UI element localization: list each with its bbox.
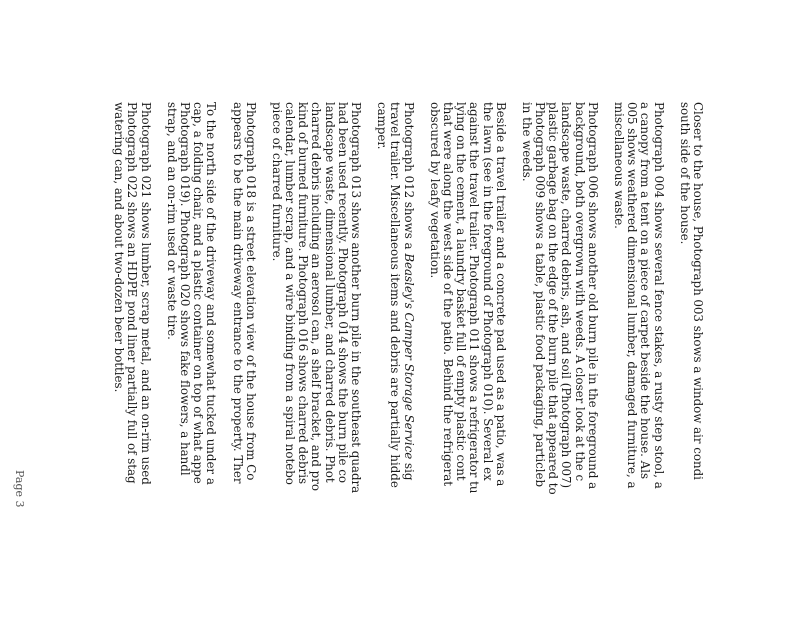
body-text — [99, 102, 704, 618]
line-text: Photograph 018 is a street elevation view of the house from Co — [243, 102, 258, 481]
text-line — [191, 102, 204, 618]
text-line — [467, 102, 480, 618]
line-text: piece of charred furniture. — [269, 102, 284, 262]
text-line — [638, 102, 651, 618]
text-line — [480, 102, 493, 618]
text-line — [678, 102, 691, 618]
paragraph — [428, 102, 507, 618]
line-text: To the north side of the driveway and somewhat tucked under a — [204, 102, 219, 485]
text-line — [375, 102, 388, 618]
line-text: kind of burned furniture. Photograph 016 shows charred debris — [296, 102, 311, 485]
text-line — [204, 102, 217, 618]
line-text: cap, a folding chair, and a plastic container on top of what appe — [191, 102, 206, 484]
paragraph — [230, 102, 256, 618]
text-line — [586, 102, 599, 618]
line-text: strap, and an on-rim used or waste tire. — [164, 102, 179, 340]
paragraph — [112, 102, 152, 618]
line-text: 005 shows weathered dimensional lumber, damaged furniture, a — [625, 102, 640, 489]
text-line — [533, 102, 546, 618]
line-text: Photograph 006 shows another old burn pile in the foreground a — [585, 102, 600, 490]
line-text: Closer to the house, Photograph 003 shows a window air condi — [691, 102, 705, 480]
line-text: appears to be the main driveway entrance to the property. Ther — [230, 102, 245, 484]
line-text: lying on the cement, a laundry basket full of empty plastic cont — [454, 102, 469, 481]
line-text: had been used recently. Photograph 014 shows the burn pile co — [335, 102, 350, 483]
text-line — [441, 102, 454, 618]
line-text: south side of the house. — [677, 102, 692, 245]
text-line — [520, 102, 533, 618]
line-text: Beside a travel trailer and a concrete pad used as a patio, was a — [493, 102, 508, 487]
line-text: calendar, lumber scrap, and a wire binding from a spiral notebo — [283, 102, 298, 485]
line-text: Photograph 013 shows another burn pile in the southeast quadra — [349, 102, 364, 494]
line-text: in the weeds. — [519, 102, 534, 182]
text-line — [454, 102, 467, 618]
paragraph — [520, 102, 599, 618]
line-text: landscape waste, charred debris, ash, and soil (Photograph 007) — [559, 102, 574, 489]
line-text: background, both overgrown with weeds. A closer look at the c — [572, 102, 587, 482]
paragraph — [612, 102, 665, 618]
page-number: Page 3 — [13, 470, 26, 508]
text-line — [165, 102, 178, 618]
line-text: charred debris including an aerosol can, a shelf bracket, and pro — [309, 102, 324, 491]
line-text: travel trailer. Miscellaneous items and debris are partially hidde — [388, 102, 403, 488]
text-line — [323, 102, 336, 618]
text-line — [559, 102, 572, 618]
text-line — [125, 102, 138, 618]
text-line — [309, 102, 322, 618]
text-line — [270, 102, 283, 618]
text-line — [428, 102, 441, 618]
text-line — [691, 102, 704, 618]
line-text: a canopy from a tent on a piece of carpet beside the house. Als — [638, 102, 653, 480]
italic-text: Beasley's Camper Storage Service — [401, 253, 416, 460]
line-text: camper. — [375, 102, 390, 150]
text-line — [112, 102, 125, 618]
text-line — [230, 102, 243, 618]
line-text: Photograph 021 shows lumber, scrap metal, and an on-rim used — [138, 102, 153, 485]
line-text: obscured by leafy vegetation. — [427, 102, 442, 279]
text-line — [651, 102, 664, 618]
text-line — [138, 102, 151, 618]
text-line — [494, 102, 507, 618]
line-text: Photograph 009 shows a table, plastic food packaging, particleb — [533, 102, 548, 488]
line-text: watering can, and about two-dozen beer bottles. — [112, 102, 127, 393]
paragraph — [270, 102, 362, 618]
text-line — [612, 102, 625, 618]
text-line — [625, 102, 638, 618]
line-text: the lawn (see in the foreground of Photograph 010). Several ex — [480, 102, 495, 481]
line-text: that were along the west side of the patio. Behind the refrigerat — [441, 102, 455, 487]
line-text: miscellaneous waste. — [612, 102, 627, 229]
text-line — [178, 102, 191, 618]
paragraph — [375, 102, 415, 618]
line-text: against the travel trailer. Photograph 011 shows a refrigerator tu — [467, 102, 482, 494]
text-line — [336, 102, 349, 618]
text-line — [388, 102, 401, 618]
line-text: plastic garbage bag on the edge of the burn pile that appeared to — [546, 102, 561, 495]
line-text-after: sig — [401, 459, 416, 481]
line-text: Photograph 022 shows an HDPE pond liner partially full of stag — [125, 102, 140, 484]
text-line — [244, 102, 257, 618]
line-text: Photograph 019). Photograph 020 shows fake flowers, a handl — [178, 102, 192, 476]
text-line — [283, 102, 296, 618]
text-line — [349, 102, 362, 618]
line-text: Photograph 004 shows several fence stakes, a rusty step stool, a — [651, 102, 666, 489]
text-line — [296, 102, 309, 618]
text-line — [401, 102, 414, 618]
text-line — [573, 102, 586, 618]
line-text: Photograph 012 shows a — [401, 102, 416, 254]
line-text: landscape waste, dimensional lumber, and charred debris. Phot — [322, 102, 337, 483]
paragraph — [678, 102, 704, 618]
text-line — [546, 102, 559, 618]
paragraph — [165, 102, 218, 618]
